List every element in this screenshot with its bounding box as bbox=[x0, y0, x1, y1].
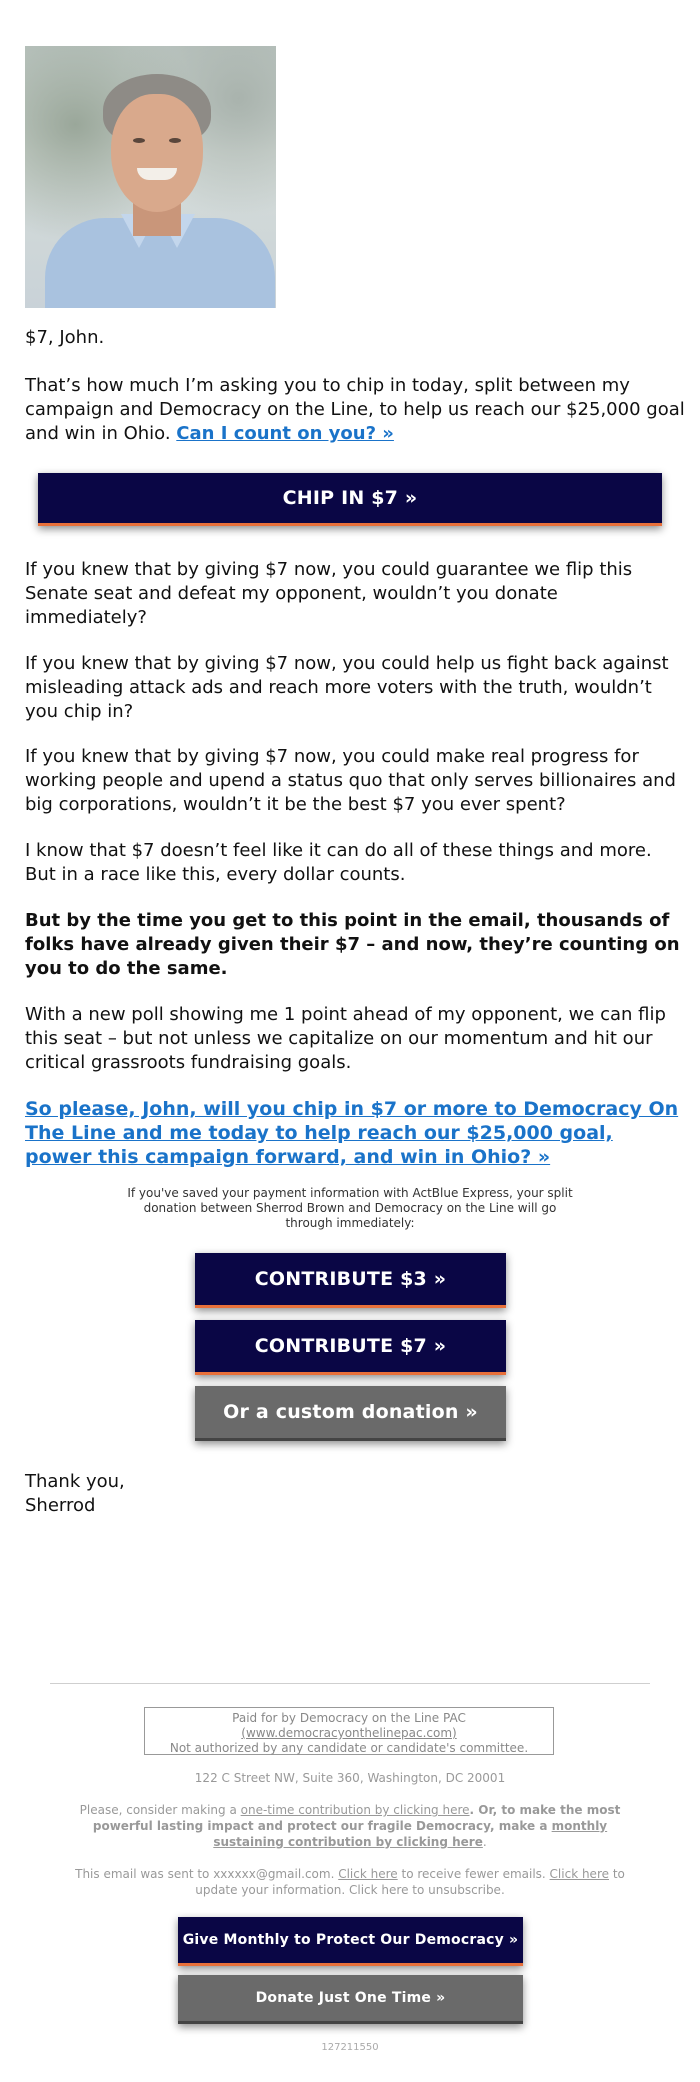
chip-in-ask-link[interactable]: So please, John, will you chip in $7 or more to Democracy On The Line and me today to help reach our $25,000 goal, power this campaign forward, and win in Ohio? » bbox=[25, 1098, 679, 1168]
candidate-photo bbox=[25, 46, 276, 308]
actblue-express-note: If you've saved your payment information with ActBlue Express, your split donation between Sherrod Brown and Democracy on the Line will go through immediately: bbox=[127, 1186, 573, 1230]
not-authorized-line: Not authorized by any candidate or candidate's committee. bbox=[169, 1741, 529, 1755]
photo-smile bbox=[137, 168, 177, 180]
consider-bold-text: . Or, to make the most powerful lasting impact and protect our fragile Democracy, make a bbox=[92, 1803, 621, 1833]
fewer-emails-link[interactable]: Click here bbox=[338, 1867, 398, 1881]
paid-for-box bbox=[144, 1707, 554, 1755]
give-monthly-button[interactable]: Give Monthly to Protect Our Democracy » bbox=[178, 1917, 523, 1966]
paid-for-line: Paid for by Democracy on the Line PAC bbox=[232, 1711, 466, 1725]
pac-website-link[interactable]: (www.democracyonthelinepac.com) bbox=[241, 1726, 457, 1740]
paragraph-guarantee: If you knew that by giving $7 now, you could guarantee we flip this Senate seat and defeat my opponent, wouldn’t you donate immediately? bbox=[25, 559, 633, 628]
update-info-link[interactable]: Click here bbox=[549, 1867, 609, 1881]
paragraph-poll: With a new poll showing me 1 point ahead of my opponent, we can flip this seat – but not unless we capitalize on our momentum and hit our critical grassroots fundraising goals. bbox=[25, 1004, 666, 1073]
update-unsubscribe-text: to update your information. Click here to unsubscribe. bbox=[195, 1867, 625, 1897]
paragraph-every-dollar: I know that $7 doesn’t feel like it can do all of these things and more. But in a race like this, every dollar counts. bbox=[25, 840, 652, 885]
greeting: $7, John. bbox=[25, 327, 105, 348]
donate-one-time-button[interactable]: Donate Just One Time » bbox=[178, 1975, 523, 2024]
email-code: 127211550 bbox=[321, 2042, 379, 2053]
email-preferences bbox=[70, 1866, 630, 1898]
fewer-emails-text: to receive fewer emails. bbox=[397, 1867, 550, 1881]
photo-face bbox=[111, 94, 203, 212]
sent-to-text: This email was sent to xxxxxx@gmail.com. bbox=[75, 1867, 339, 1881]
contribution-prompt bbox=[70, 1802, 630, 1850]
contribute-3-button[interactable]: CONTRIBUTE $3 » bbox=[195, 1253, 506, 1308]
monthly-contribution-link[interactable]: monthly sustaining contribution by clicking here bbox=[213, 1819, 608, 1849]
mailing-address: 122 C Street NW, Suite 360, Washington, DC 20001 bbox=[194, 1771, 506, 1785]
photo-eye-left bbox=[133, 138, 145, 143]
paragraph-progress: If you knew that by giving $7 now, you could make real progress for working people and upend a status quo that only serves billionaires and big corporations, wouldn’t it be the best $7 you ever spent? bbox=[25, 746, 676, 815]
custom-donation-button[interactable]: Or a custom donation » bbox=[195, 1386, 506, 1441]
photo-eye-right bbox=[169, 138, 181, 143]
consider-end: . bbox=[482, 1835, 487, 1849]
one-time-contribution-link[interactable]: one-time contribution by clicking here bbox=[240, 1803, 470, 1817]
intro-paragraph bbox=[25, 374, 685, 446]
chip-in-button[interactable]: CHIP IN $7 » bbox=[38, 473, 662, 526]
paragraph-attack-ads: If you knew that by giving $7 now, you could help us fight back against misleading attack ads and reach more voters with the truth, wouldn’t you chip in? bbox=[25, 653, 669, 722]
ask-paragraph bbox=[25, 1097, 685, 1169]
intro-text: That’s how much I’m asking you to chip in today, split between my campaign and Democracy on the Line, to help us reach our $25,000 goal and win in Ohio. bbox=[25, 375, 685, 444]
signoff-name: Sherrod bbox=[25, 1495, 96, 1516]
count-on-you-link[interactable]: Can I count on you? » bbox=[176, 423, 394, 444]
consider-text: Please, consider making a bbox=[79, 1803, 241, 1817]
paragraph-thousands: But by the time you get to this point in the email, thousands of folks have already given their $7 – and now, they’re counting on you to do the same. bbox=[25, 910, 680, 979]
footer-divider bbox=[50, 1683, 650, 1684]
signoff-thanks: Thank you, bbox=[25, 1471, 125, 1492]
contribute-7-button[interactable]: CONTRIBUTE $7 » bbox=[195, 1320, 506, 1375]
